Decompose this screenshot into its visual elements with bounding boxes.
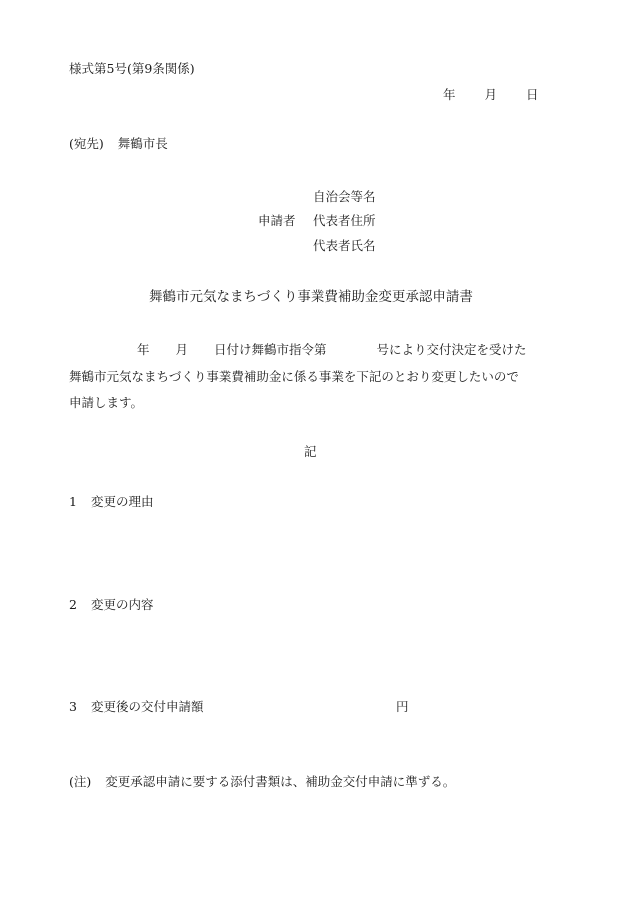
item-1-number: 1 xyxy=(69,494,77,509)
note-text: 変更承認申請に要する添付書類は、補助金交付申請に準ずる。 xyxy=(105,774,456,789)
applicant-name-label: 代表者氏名 xyxy=(313,238,376,253)
item-3-label: 変更後の交付申請額 xyxy=(90,699,204,714)
note xyxy=(69,774,455,790)
applicant-org-label: 自治会等名 xyxy=(313,189,376,204)
item-2-label: 変更の内容 xyxy=(90,597,154,612)
addressee-name: 舞鶴市長 xyxy=(117,136,168,151)
item-2-number: 2 xyxy=(69,597,77,612)
addressee xyxy=(69,136,168,152)
applicant-address-label: 代表者住所 xyxy=(313,213,376,228)
item-1 xyxy=(69,494,153,510)
addressee-prefix: (宛先) xyxy=(69,136,104,151)
item-3 xyxy=(69,699,203,715)
applicant-role-label: 申請者 xyxy=(258,213,296,228)
item-1-label: 変更の理由 xyxy=(90,494,154,509)
body-month-label: 月 xyxy=(175,342,189,357)
date-line xyxy=(443,87,539,103)
body-line-1 xyxy=(137,342,527,358)
date-year-label: 年 xyxy=(443,87,456,102)
date-month-label: 月 xyxy=(484,87,498,102)
ki-heading: 記 xyxy=(304,444,317,459)
item-3-unit: 円 xyxy=(396,699,409,714)
note-prefix: (注) xyxy=(69,774,92,789)
body-year-label: 年 xyxy=(137,342,150,357)
item-2 xyxy=(69,597,153,613)
body-number-suffix: 号により交付決定を受けた xyxy=(376,342,527,357)
body-date-ref: 日付け舞鶴市指令第 xyxy=(214,342,327,357)
item-3-number: 3 xyxy=(69,699,77,714)
form-number: 様式第5号(第9条関係) xyxy=(69,61,195,76)
body-line-2: 舞鶴市元気なまちづくり事業費補助金に係る事業を下記のとおり変更したいので xyxy=(69,369,519,384)
body-line-3: 申請します。 xyxy=(69,395,144,410)
document-title: 舞鶴市元気なまちづくり事業費補助金変更承認申請書 xyxy=(149,289,473,305)
date-day-label: 日 xyxy=(526,87,539,102)
